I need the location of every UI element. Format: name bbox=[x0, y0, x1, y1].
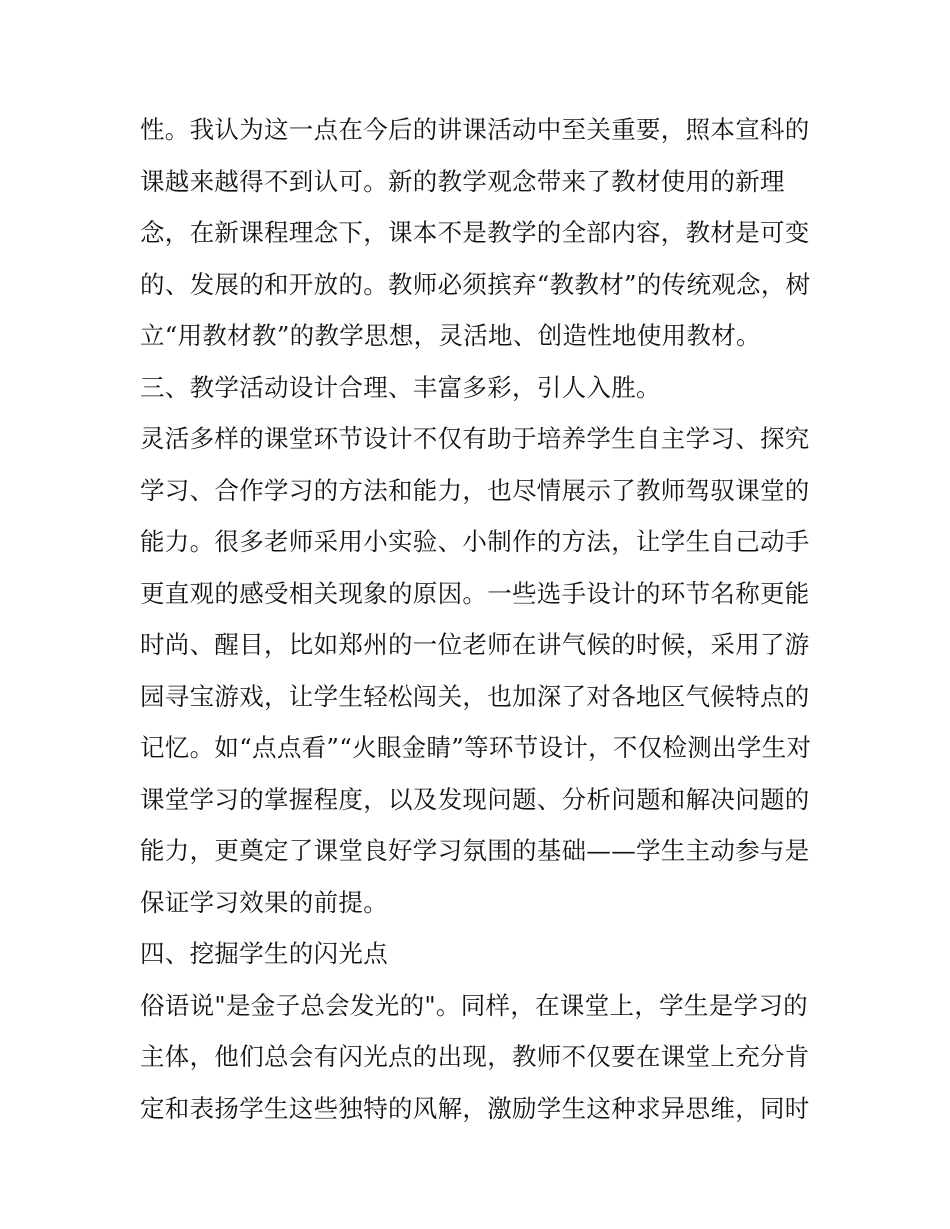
text-line: 立“用教材教”的教学思想，灵活地、创造性地使用教材。 bbox=[140, 321, 761, 350]
text-line: 学习、合作学习的方法和能力，也尽情展示了教师驾驭课堂的 bbox=[140, 475, 810, 505]
document-body bbox=[140, 104, 820, 1134]
text-line: 灵活多样的课堂环节设计不仅有助于培养学生自主学习、探究 bbox=[140, 424, 810, 453]
text-line: 园寻宝游戏，让学生轻松闯关，也加深了对各地区气候特点的 bbox=[140, 681, 810, 711]
text-line: 定和表扬学生这些独特的风解，激励学生这种求异思维，同时 bbox=[140, 1093, 810, 1123]
text-line: 课越来越得不到认可。新的教学观念带来了教材使用的新理 bbox=[140, 166, 785, 196]
text-line: 性。我认为这一点在今后的讲课活动中至关重要，照本宣科的 bbox=[140, 115, 810, 144]
text-line: 能力。很多老师采用小实验、小制作的方法，让学生自己动手 bbox=[140, 527, 810, 556]
section-heading: 四、挖掘学生的闪光点 bbox=[140, 939, 388, 968]
text-line: 俗语说"是金子总会发光的"。同样，在课堂上，学生是学习的 bbox=[140, 990, 808, 1020]
text-line: 保证学习效果的前提。 bbox=[140, 887, 388, 917]
text-line: 念，在新课程理念下，课本不是教学的全部内容，教材是可变 bbox=[140, 218, 810, 247]
section-heading: 三、教学活动设计合理、丰富多彩，引人入胜。 bbox=[140, 372, 661, 402]
text-line: 的、发展的和开放的。教师必须摈弃“教教材”的传统观念，树 bbox=[140, 269, 811, 299]
text-line: 课堂学习的掌握程度，以及发现问题、分析问题和解决问题的 bbox=[140, 784, 810, 814]
text-line: 主体，他们总会有闪光点的出现，教师不仅要在课堂上充分肯 bbox=[140, 1042, 810, 1071]
text-line: 时尚、醒目，比如郑州的一位老师在讲气候的时候，采用了游 bbox=[140, 630, 810, 659]
text-line: 能力，更奠定了课堂良好学习氛围的基础——学生主动参与是 bbox=[140, 836, 810, 865]
text-line: 记忆。如“点点看”“火眼金睛”等环节设计，不仅检测出学生对 bbox=[140, 733, 812, 762]
text-line: 更直观的感受相关现象的原因。一些选手设计的环节名称更能 bbox=[140, 578, 810, 608]
